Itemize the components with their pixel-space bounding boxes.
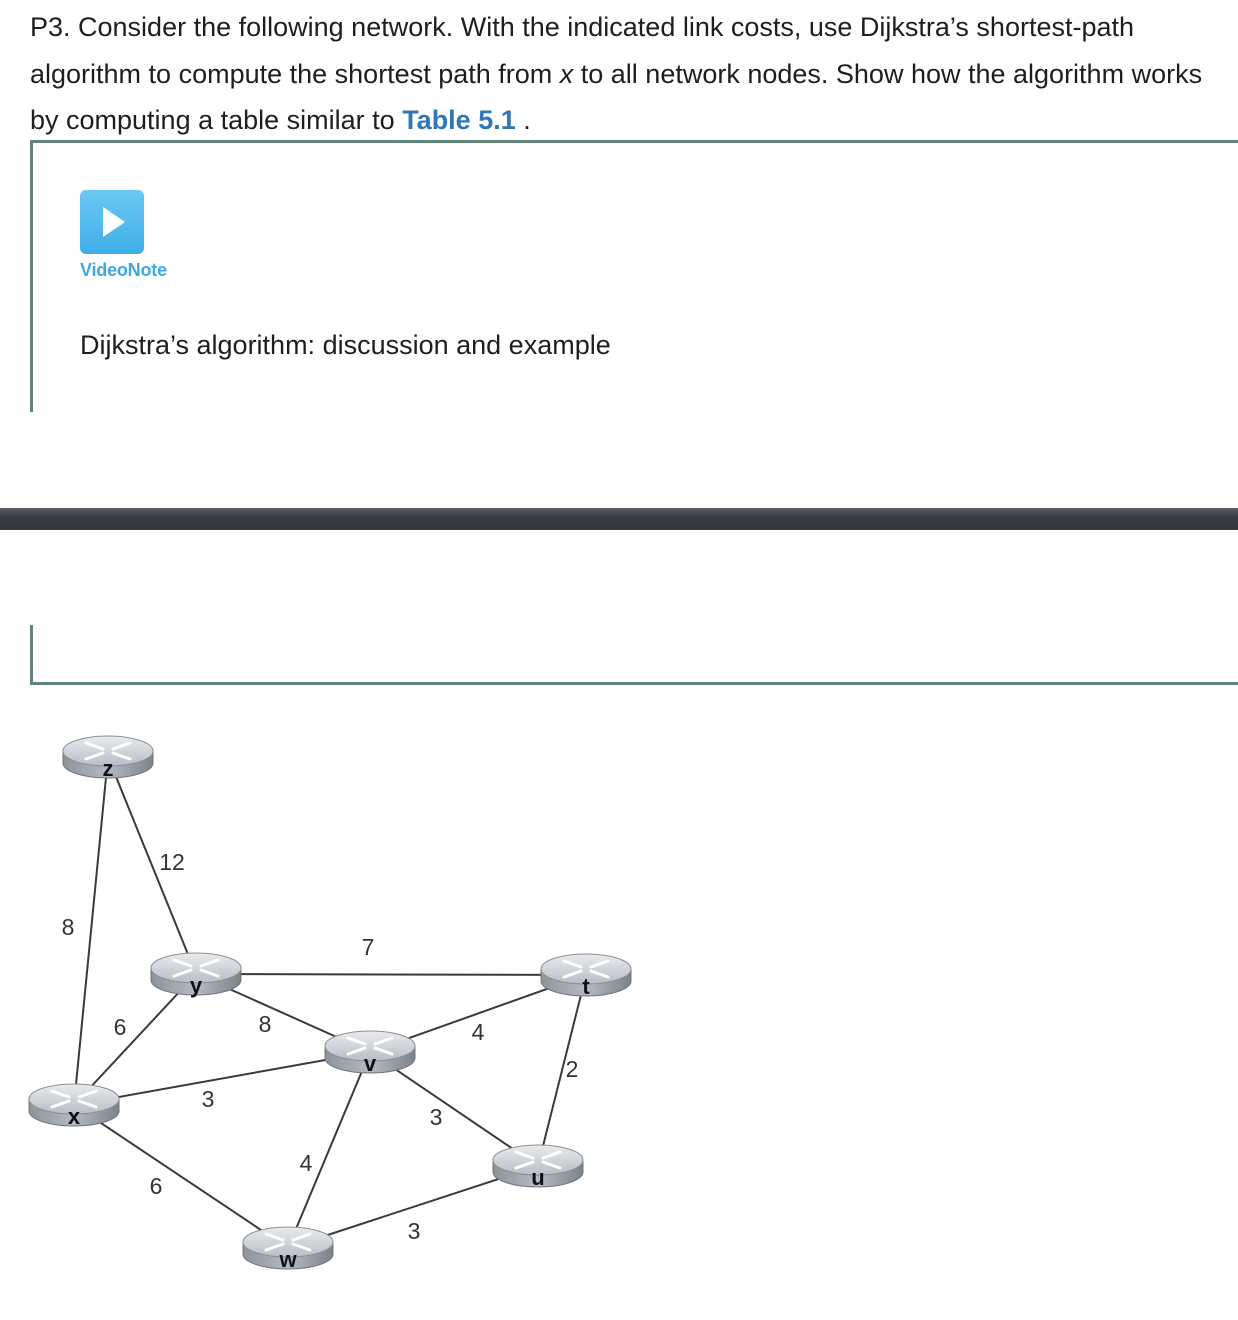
router-label-z: z [102, 755, 114, 781]
router-label-v: v [363, 1050, 377, 1076]
videonote-play-button[interactable] [80, 190, 144, 254]
network-graph [0, 700, 700, 1300]
link-z-x [74, 757, 108, 1105]
router-label-y: y [189, 972, 203, 998]
problem-text-before: P3. Consider the following network. With the indicated link costs, use Dijkstra’s shortest-path algorithm to compute the shortest path from [30, 12, 1135, 89]
router-label-w: w [279, 1246, 297, 1272]
link-x-w [74, 1105, 288, 1248]
cost-label-y-v: 8 [258, 1011, 272, 1038]
cost-label-t-u: 2 [565, 1056, 579, 1083]
videonote-box [30, 140, 1238, 412]
cost-label-v-u: 3 [429, 1104, 443, 1131]
router-x[interactable] [29, 1084, 119, 1129]
cost-label-x-y: 6 [113, 1014, 127, 1041]
cost-label-w-u: 3 [407, 1218, 421, 1245]
router-label-t: t [582, 973, 590, 999]
router-u[interactable] [493, 1145, 583, 1190]
link-costs [62, 849, 579, 1244]
table-5-1-link[interactable]: Table 5.1 [402, 105, 516, 135]
router-y[interactable] [151, 953, 241, 998]
figure-frame [30, 625, 1238, 685]
videonote-label: VideoNote [80, 260, 167, 280]
router-z[interactable] [63, 736, 153, 781]
router-t[interactable] [541, 954, 631, 999]
section-divider-bar [0, 508, 1238, 530]
problem-text-middle: to all network nodes. Show how the algorithm works by computing a table similar to [30, 58, 1203, 135]
router-v[interactable] [325, 1031, 415, 1076]
router-w[interactable] [243, 1227, 333, 1272]
link-t-u [538, 975, 586, 1166]
cost-label-v-t: 4 [471, 1019, 485, 1046]
problem-statement [30, 4, 1230, 144]
videonote-title[interactable]: Dijkstra’s algorithm: discussion and example [80, 330, 611, 360]
network-nodes [29, 736, 631, 1272]
cost-label-x-w: 6 [149, 1173, 163, 1200]
cost-label-z-x: 8 [61, 914, 75, 941]
cost-label-x-v: 3 [201, 1086, 215, 1113]
router-label-x: x [67, 1103, 81, 1129]
cost-label-z-y: 12 [159, 849, 185, 876]
router-label-u: u [531, 1164, 545, 1190]
source-node-var: x [559, 58, 574, 89]
cost-label-v-w: 4 [299, 1150, 313, 1177]
play-icon [103, 207, 125, 237]
problem-text-after: . [515, 105, 531, 135]
link-y-t [196, 974, 586, 975]
cost-label-y-t: 7 [361, 934, 375, 961]
